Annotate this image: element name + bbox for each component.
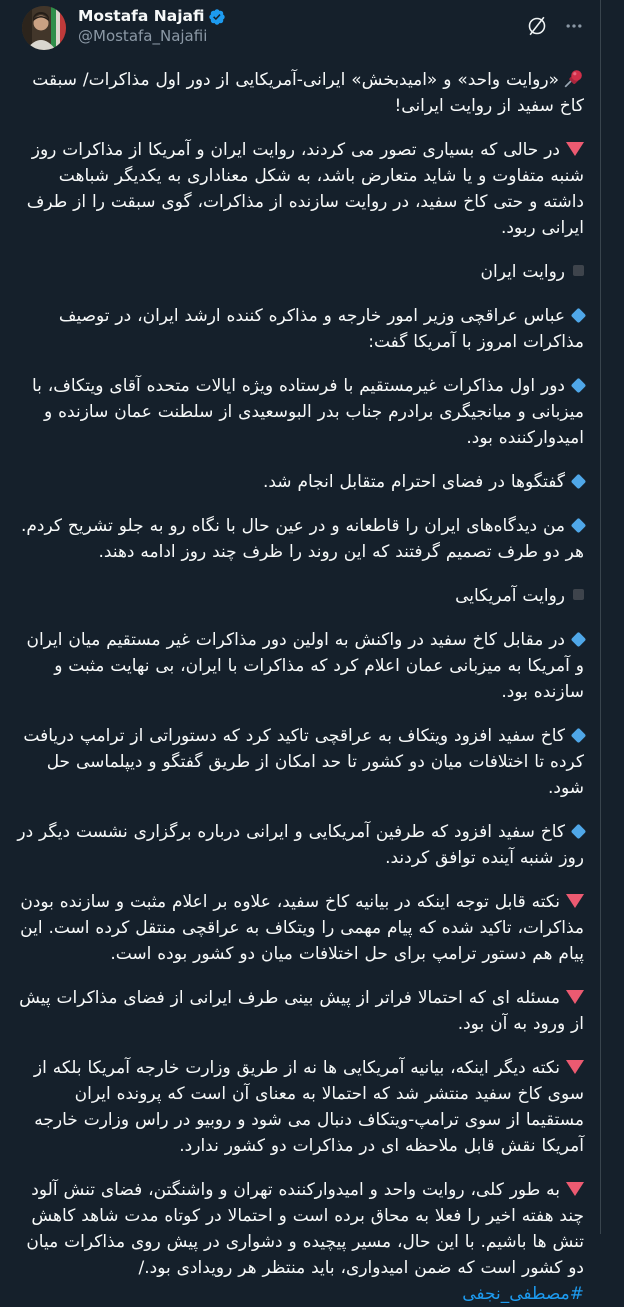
paragraph-text: «روایت واحد» و «امیدبخش» ایرانی-آمریکایی از دور اول مذاکرات/ سبقت کاخ سفید از روایت ایرانی! <box>32 70 584 116</box>
paragraph-text: من دیدگاه‌های ایران را قاطعانه و در عین حال با نگاه رو به جلو تشریح کردم. هر دو طرف تصمیم گرفتند که این روند را ظرف چند روز ادامه دهند. <box>21 516 584 562</box>
header-actions <box>526 6 584 37</box>
red-triangle-down-icon <box>566 990 584 1004</box>
tweet-paragraph <box>14 513 584 565</box>
tweet-paragraph <box>14 137 584 241</box>
paragraph-text: عباس عراقچی وزیر امور خارجه و مذاکره کننده ارشد ایران، در توصیف مذاکرات امروز با آمریکا گفت: <box>58 306 584 352</box>
tweet-paragraph <box>14 373 584 451</box>
pushpin-icon <box>563 68 584 89</box>
red-triangle-down-icon <box>566 1182 584 1196</box>
blue-diamond-icon <box>571 378 587 394</box>
tweet-paragraph <box>14 469 584 495</box>
paragraph-text: گفتگوها در فضای احترام متقابل انجام شد. <box>262 472 565 492</box>
paragraph-text: دور اول مذاکرات غیرمستقیم با فرستاده ویژه ایالات متحده آقای ویتکاف، با میزبانی و میانجیگری برادرم جناب بدر البوسعیدی از سلطنت عمان سازنده و امیدوارکننده بود. <box>31 376 584 448</box>
tweet-paragraph <box>14 67 584 119</box>
tweet-paragraph <box>14 303 584 355</box>
identity-block <box>78 6 526 46</box>
paragraph-text: روایت آمریکایی <box>455 586 565 606</box>
blue-diamond-icon <box>571 518 587 534</box>
tweet-paragraph <box>14 889 584 967</box>
grok-slash-circle-icon <box>526 15 548 37</box>
red-triangle-down-icon <box>566 142 584 156</box>
blue-diamond-icon <box>571 308 587 324</box>
tweet-text <box>0 50 600 1307</box>
ellipsis-icon <box>564 16 584 36</box>
blue-diamond-icon <box>571 632 587 648</box>
paragraph-text: کاخ سفید افزود که طرفین آمریکایی و ایرانی درباره برگزاری نشست دیگر در روز شنبه آینده توافق کردند. <box>17 822 584 868</box>
tweet-paragraph <box>14 1055 584 1159</box>
paragraph-text: نکته دیگر اینکه، بیانیه آمریکایی ها نه از طریق وزارت خارجه آمریکا بلکه از سوی کاخ سفید منتشر شد که احتمالا به معنای آن است که پرونده ایران مستقیما از سوی ترامپ-ویتکاف دنبال می شود و روبیو در راس وزارت خارجه آمریکا نقش قابل ملاحظه ای در مذاکرات دو کشور ندارد. <box>33 1058 584 1156</box>
hashtag-link[interactable]: #مصطفی_نجفی <box>462 1284 584 1304</box>
more-options-button[interactable] <box>564 16 584 36</box>
tweet-section-heading <box>14 259 584 285</box>
tweet-paragraph <box>14 723 584 801</box>
paragraph-text: روایت ایران <box>480 262 565 282</box>
user-handle[interactable]: @Mostafa_Najafii <box>78 27 208 45</box>
tweet-paragraph <box>14 1177 584 1307</box>
paragraph-text: به طور کلی، روایت واحد و امیدوارکننده تهران و واشنگتن، فضای تنش آلود چند هفته اخیر را فعلا به محاق برده است و احتمالا در کوتاه مدت شاهد کاهش تنش ها باشیم. با این حال، مسیر پیچیده و دشواری در پیش روی مذاکرات میان دو کشور است که ضمن امیدواری، باید منتظر هر رویدادی بود./ <box>26 1180 584 1278</box>
tweet-paragraph <box>14 627 584 705</box>
small-square-icon <box>573 265 584 276</box>
small-square-icon <box>573 589 584 600</box>
avatar-photo <box>22 6 66 50</box>
display-name[interactable]: Mostafa Najafi <box>78 7 205 25</box>
blue-diamond-icon <box>571 474 587 490</box>
tweet-paragraph <box>14 985 584 1037</box>
paragraph-text: کاخ سفید افزود ویتکاف به عراقچی تاکید کرد که دستوراتی از ترامپ دریافت کرده تا اختلافات میان دو کشور تا حد امکان از طریق گفتگو و دیپلماسی حل شود. <box>23 726 584 798</box>
grok-actions-button[interactable] <box>526 15 548 37</box>
verified-badge-icon <box>208 8 226 26</box>
tweet-header <box>0 0 600 50</box>
paragraph-text: نکته قابل توجه اینکه در بیانیه کاخ سفید، علاوه بر اعلام مثبت و سازنده بودن مذاکرات، تاکید شده که پیام مهمی را ویتکاف به عراقچی منتقل کرده است. این پیام هم دستور ترامپ برای حل اختلافات میان دو کشور بوده است. <box>20 892 584 964</box>
blue-diamond-icon <box>571 824 587 840</box>
tweet-section-heading <box>14 583 584 609</box>
paragraph-text: مسئله ای که احتمالا فراتر از پیش بینی طرف ایرانی از فضای مذاکرات پیش از ورود به آن بود. <box>19 988 584 1034</box>
paragraph-text: در حالی که بسیاری تصور می کردند، روایت ایران و آمریکا از مذاکرات روز شنبه متفاوت و یا شاید متعارض باشد، به شکل معناداری به یکدیگر شباهت داشته و حتی کاخ سفید، در روایت سازنده از مذاکرات، گوی سبقت را از طرف ایرانی ربود. <box>26 140 584 238</box>
red-triangle-down-icon <box>566 1060 584 1074</box>
tweet-paragraph <box>14 819 584 871</box>
paragraph-text: در مقابل کاخ سفید در واکنش به اولین دور مذاکرات غیر مستقیم میان ایران و آمریکا به میزبانی عمان اعلام کرد که مذاکرات با ایران، بی نهایت مثبت و سازنده بود. <box>26 630 584 702</box>
red-triangle-down-icon <box>566 894 584 908</box>
avatar[interactable] <box>22 6 66 50</box>
blue-diamond-icon <box>571 728 587 744</box>
